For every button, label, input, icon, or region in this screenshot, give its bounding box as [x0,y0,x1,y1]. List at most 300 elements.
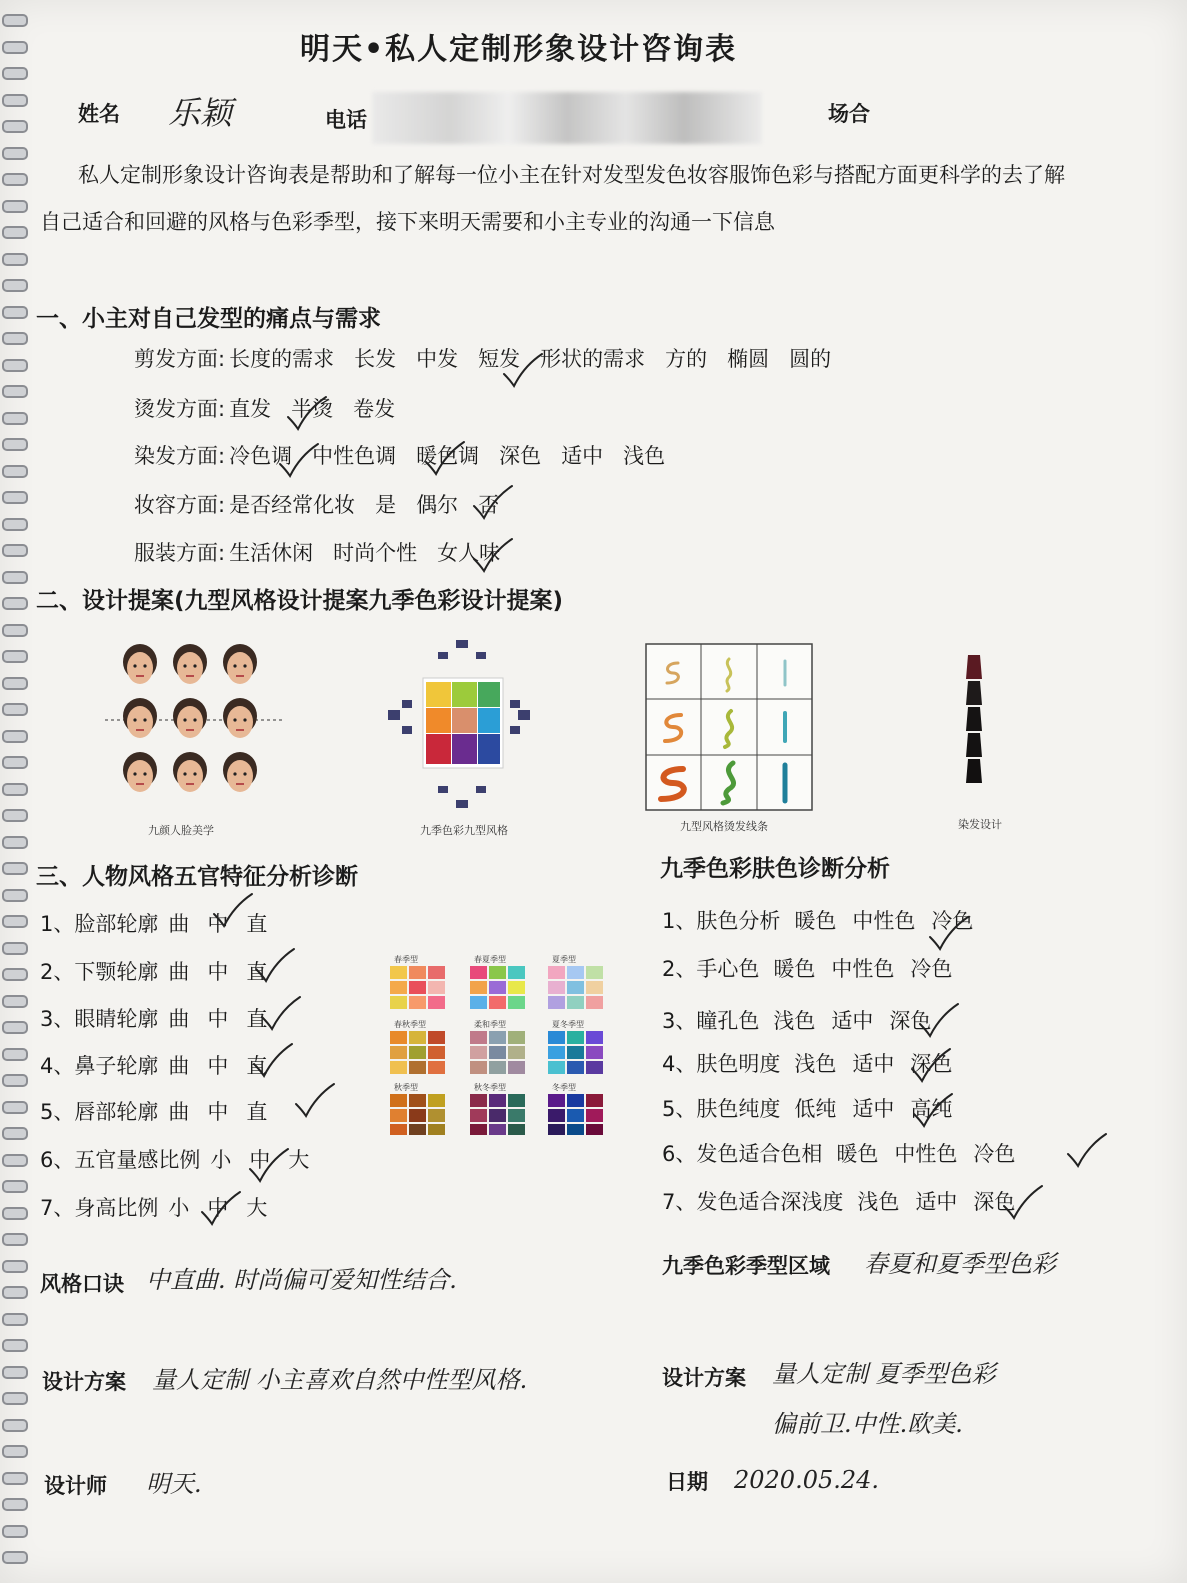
spiral-ring [2,1074,28,1087]
spiral-ring [2,1525,28,1538]
check-mark-icon [252,945,298,985]
caption-wheel: 九季色彩九型风格 [420,824,508,837]
option-text: 偶尔 [416,493,459,517]
palette-swatch [409,966,426,979]
spiral-ring [2,41,28,54]
spiral-ring [2,279,28,292]
palette-swatch [470,981,487,994]
palette-swatch [470,1061,487,1074]
palette-swatch [489,1124,506,1135]
spiral-ring [2,968,28,981]
spiral-ring [2,1339,28,1352]
palette-swatch [390,1061,407,1074]
row-label: 妆容方面: [134,493,226,517]
option-text: 生活休闲 [229,541,314,565]
palette-swatch [548,981,565,994]
spiral-ring [2,253,28,266]
option-text: 低纯 [794,1097,837,1121]
palette-swatch [586,966,603,979]
season-label: 夏冬季型 [552,1020,584,1029]
palette-swatch [548,1109,565,1122]
name-label: 姓名 [78,102,120,126]
intro-paragraph: 私人定制形象设计咨询表是帮助和了解每一位小主在针对发型发色妆容服饰色彩与搭配方面更科学的去了解自己适合和回避的风格与色彩季型，接下来明天需要和小主专业的沟通一下信息 [40,163,1065,234]
row-label: 5、肤色纯度 [662,1097,781,1121]
option-text: 适中 [852,1052,895,1076]
palette-swatch [548,1046,565,1059]
spiral-ring [2,120,28,133]
palette-swatch [428,1124,445,1135]
option-text: 长度的需求 [229,347,335,371]
option-text: 直 [246,1100,268,1124]
check-mark-icon [926,913,972,953]
season-label: 春秋季型 [394,1020,426,1029]
check-mark-icon [916,1000,962,1040]
palette-swatch [567,981,584,994]
palette-swatch [548,1124,565,1135]
caption-faces: 九颜人脸美学 [148,824,214,837]
spiral-ring [2,1445,28,1458]
spiral-ring [2,677,28,690]
season-palette-figure [386,950,611,1135]
face-icon [223,698,257,738]
spiral-ring [2,783,28,796]
name-value: 乐颖 [168,94,233,132]
option-text: 椭圆 [727,347,770,371]
palette-swatch [409,1109,426,1122]
spiral-ring [2,650,28,663]
palette-swatch [390,996,407,1009]
caption-hair-color: 染发设计 [958,818,1002,831]
option-text: 浅色 [623,444,666,468]
face-icon [173,698,207,738]
spiral-ring [2,173,28,186]
spiral-ring [2,1419,28,1432]
palette-swatch [428,1109,445,1122]
spiral-ring [2,412,28,425]
palette-swatch [508,1124,525,1135]
design-plan-label-left: 设计方案 [42,1370,126,1394]
section-3-heading: 三、人物风格五官特征分析诊断 [36,864,358,890]
row-label: 6、五官量感比例 [40,1148,201,1172]
option-text: 方的 [665,347,708,371]
form-title: 明天•私人定制形象设计咨询表 [300,32,738,67]
season-label: 秋季型 [394,1083,418,1092]
palette-swatch [489,1109,506,1122]
palette-swatch [470,1031,487,1044]
palette-swatch [548,966,565,979]
option-text: 直发 [229,397,272,421]
option-text: 适中 [831,1009,874,1033]
option-text: 中发 [416,347,459,371]
skin-tone-row [662,1138,1015,1168]
row-label: 烫发方面: [134,397,226,421]
palette-swatch [586,1031,603,1044]
hair-need-row [134,489,499,519]
palette-swatch [586,996,603,1009]
option-text: 中 [207,1007,229,1031]
palette-swatch [428,966,445,979]
date-value: 2020.05.24. [734,1466,880,1494]
palette-swatch [428,981,445,994]
palette-swatch [567,1061,584,1074]
option-text: 曲 [168,1007,190,1031]
hair-need-row [134,440,665,470]
face-icon [123,698,157,738]
spiral-ring [2,465,28,478]
palette-swatch [470,966,487,979]
spiral-ring [2,147,28,160]
hair-need-row [134,537,500,567]
spiral-ring [2,1180,28,1193]
row-label: 2、手心色 [662,957,760,981]
palette-swatch [428,1061,445,1074]
option-text: 中性色 [852,909,916,933]
option-text: 中 [207,912,229,936]
palette-swatch [409,1046,426,1059]
option-text: 直 [246,1054,268,1078]
spiral-ring [2,942,28,955]
face-icon [223,644,257,684]
spiral-ring [2,518,28,531]
check-mark-icon [422,438,468,478]
option-text: 短发 [478,347,521,371]
option-text: 大 [288,1148,310,1172]
spiral-ring [2,703,28,716]
spiral-ring [2,438,28,451]
spiral-ring [2,1207,28,1220]
spiral-ring [2,1260,28,1273]
season-label: 冬季型 [552,1083,576,1092]
spiral-ring [2,200,28,213]
palette-swatch [390,966,407,979]
face-icon [173,644,207,684]
palette-swatch [548,1061,565,1074]
palette-swatch [586,1061,603,1074]
option-text: 直 [246,912,268,936]
option-text: 中 [207,960,229,984]
season-area-label: 九季色彩季型区域 [662,1254,830,1278]
spiral-ring [2,67,28,80]
style-formula-label: 风格口诀 [40,1272,124,1296]
row-label: 染发方面: [134,444,226,468]
palette-swatch [548,1031,565,1044]
row-label: 4、鼻子轮廓 [40,1054,159,1078]
option-text: 中性色 [831,957,895,981]
feature-row [40,1003,267,1033]
skin-tone-row [662,1093,952,1123]
option-text: 适中 [561,444,604,468]
option-text: 深色 [499,444,542,468]
season-label: 春季型 [394,955,418,964]
option-text: 中性色 [894,1142,958,1166]
skin-tone-row [662,953,952,983]
palette-swatch [508,1061,525,1074]
spiral-ring [2,1498,28,1511]
spiral-ring [2,226,28,239]
palette-swatch [548,1094,565,1107]
hair-need-row [134,393,395,423]
style-formula-value: 中直曲. 时尚偏可爱知性结合. [146,1266,457,1294]
spiral-ring [2,94,28,107]
palette-swatch [567,1124,584,1135]
option-text: 直 [246,1007,268,1031]
spiral-ring [2,862,28,875]
spiral-ring [2,730,28,743]
spiral-ring [2,1313,28,1326]
palette-swatch [508,1109,525,1122]
palette-swatch [508,1046,525,1059]
palette-swatch [489,966,506,979]
spiral-ring [2,995,28,1008]
check-mark-icon [258,993,304,1033]
spiral-ring [2,1392,28,1405]
palette-swatch [489,1046,506,1059]
spiral-ring [2,1286,28,1299]
palette-swatch [586,981,603,994]
palette-swatch [390,1109,407,1122]
row-label: 3、瞳孔色 [662,1009,760,1033]
option-text: 中 [207,1100,229,1124]
feature-row [40,1050,267,1080]
spiral-ring [2,1021,28,1034]
row-label: 2、下颚轮廓 [40,960,159,984]
spiral-ring [2,14,28,27]
option-text: 高纯 [910,1097,953,1121]
option-text: 冷色 [910,957,953,981]
check-mark-icon [910,1090,956,1130]
palette-swatch [586,1124,603,1135]
spiral-ring [2,306,28,319]
venue-label: 场合 [828,102,870,126]
row-label: 7、发色适合深浅度 [662,1190,844,1214]
option-text: 曲 [168,912,190,936]
palette-swatch [470,1046,487,1059]
spiral-ring [2,836,28,849]
palette-swatch [508,1031,525,1044]
check-mark-icon [210,890,256,930]
spiral-ring [2,571,28,584]
row-label: 4、肤色明度 [662,1052,781,1076]
palette-swatch [390,1046,407,1059]
option-text: 深色 [889,1009,932,1033]
spiral-ring [2,544,28,557]
season-label: 柔和季型 [474,1020,506,1029]
spiral-ring [2,1048,28,1061]
option-text: 中性色调 [312,444,397,468]
spiral-ring [2,597,28,610]
palette-swatch [489,1094,506,1107]
row-label: 服装方面: [134,541,226,565]
spiral-ring [2,1366,28,1379]
section-1-heading: 一、小主对自己发型的痛点与需求 [36,306,381,332]
face-icon [123,752,157,792]
option-text: 长发 [354,347,397,371]
palette-swatch [586,1046,603,1059]
option-text: 半烫 [291,397,334,421]
spiral-ring [2,1551,28,1564]
designer-value: 明天. [146,1470,202,1498]
option-text: 时尚个性 [333,541,418,565]
check-mark-icon [284,393,330,433]
spiral-ring [2,359,28,372]
season-label: 夏季型 [552,955,576,964]
palette-swatch [567,966,584,979]
option-text: 暖色 [794,909,837,933]
palette-swatch [567,1031,584,1044]
palette-swatch [428,996,445,1009]
skin-tone-row [662,1005,931,1035]
palette-swatch [489,1061,506,1074]
design-plan-right-line2: 偏前卫.中性.欧美. [772,1410,963,1438]
palette-swatch [470,1094,487,1107]
row-label: 5、唇部轮廓 [40,1100,159,1124]
option-text: 是否经常化妆 [229,493,356,517]
option-text: 冷色 [931,909,974,933]
palette-swatch [409,996,426,1009]
design-plan-right-line1: 量人定制 夏季型色彩 [772,1360,996,1388]
option-text: 浅色 [857,1190,900,1214]
row-label: 剪发方面: [134,347,226,371]
section-4-heading: 九季色彩肤色诊断分析 [660,856,890,882]
option-text: 曲 [168,960,190,984]
palette-swatch [489,981,506,994]
option-text: 曲 [168,1100,190,1124]
spiral-binding [0,0,32,1583]
color-style-wheel-figure [378,630,548,820]
option-text: 冷色 [973,1142,1016,1166]
palette-swatch [409,1094,426,1107]
face-icon [173,752,207,792]
palette-swatch [470,1124,487,1135]
skin-tone-row [662,1186,1015,1216]
check-mark-icon [1064,1130,1110,1170]
phone-redacted [372,92,762,144]
option-text: 深色 [973,1190,1016,1214]
row-label: 6、发色适合色相 [662,1142,823,1166]
palette-swatch [409,1124,426,1135]
palette-swatch [586,1094,603,1107]
spiral-ring [2,1154,28,1167]
row-label: 1、脸部轮廓 [40,912,159,936]
palette-swatch [489,1031,506,1044]
option-text: 圆的 [789,347,832,371]
spiral-ring [2,385,28,398]
option-text: 曲 [168,1054,190,1078]
spiral-ring [2,332,28,345]
check-mark-icon [1000,1182,1046,1222]
option-text: 中 [207,1054,229,1078]
palette-swatch [567,1109,584,1122]
palette-swatch [567,1094,584,1107]
option-text: 适中 [852,1097,895,1121]
season-area-value: 春夏和夏季型色彩 [864,1250,1056,1278]
palette-swatch [489,996,506,1009]
nine-faces-figure [100,640,290,810]
palette-swatch [390,1031,407,1044]
row-label: 1、肤色分析 [662,909,781,933]
check-mark-icon [276,440,322,480]
face-icon [223,752,257,792]
option-text: 浅色 [773,1009,816,1033]
palette-swatch [390,1124,407,1135]
option-text: 深色 [910,1052,953,1076]
caption-hair-lines: 九型风格烫发线条 [680,820,768,833]
palette-swatch [390,981,407,994]
palette-swatch [409,1061,426,1074]
row-label: 7、身高比例 [40,1196,159,1220]
spiral-ring [2,809,28,822]
palette-swatch [508,981,525,994]
palette-swatch [567,1046,584,1059]
option-text: 小 [210,1148,232,1172]
option-text: 暖色 [773,957,816,981]
option-text: 否 [478,493,500,517]
spiral-ring [2,756,28,769]
option-text: 中 [207,1196,229,1220]
check-mark-icon [292,1080,338,1120]
hair-color-swatches-figure [962,655,986,795]
design-plan-label-right: 设计方案 [662,1366,746,1390]
option-text: 女人味 [437,541,501,565]
palette-swatch [567,996,584,1009]
option-text: 卷发 [353,397,396,421]
palette-swatch [470,1109,487,1122]
spiral-ring [2,491,28,504]
hair-line-grid-figure [645,643,813,811]
palette-swatch [508,966,525,979]
season-label: 秋冬季型 [474,1083,506,1092]
spiral-ring [2,1472,28,1485]
option-text: 浅色 [794,1052,837,1076]
palette-swatch [409,1031,426,1044]
designer-label: 设计师 [44,1474,107,1498]
design-plan-left-value: 量人定制 小主喜欢自然中性型风格. [152,1366,528,1394]
palette-swatch [548,996,565,1009]
face-icon [123,644,157,684]
season-label: 春夏季型 [474,955,506,964]
spiral-ring [2,1127,28,1140]
row-label: 3、眼睛轮廓 [40,1007,159,1031]
option-text: 中 [249,1148,271,1172]
option-text: 适中 [915,1190,958,1214]
check-mark-icon [908,1045,954,1085]
palette-swatch [508,1094,525,1107]
palette-swatch [470,996,487,1009]
feature-row [40,956,267,986]
palette-swatch [586,1109,603,1122]
spiral-ring [2,1101,28,1114]
option-text: 大 [246,1196,268,1220]
palette-swatch [409,981,426,994]
spiral-ring [2,889,28,902]
spiral-ring [2,915,28,928]
palette-swatch [428,1031,445,1044]
option-text: 形状的需求 [540,347,646,371]
phone-label: 电话 [325,108,367,132]
spiral-ring [2,1233,28,1246]
spiral-ring [2,624,28,637]
palette-swatch [428,1094,445,1107]
check-mark-icon [250,1040,296,1080]
check-mark-icon [470,482,516,522]
option-text: 直 [246,960,268,984]
option-text: 小 [168,1196,190,1220]
option-text: 暖色 [836,1142,879,1166]
check-mark-icon [500,350,546,390]
feature-row [40,1096,267,1126]
palette-swatch [508,996,525,1009]
palette-swatch [428,1046,445,1059]
